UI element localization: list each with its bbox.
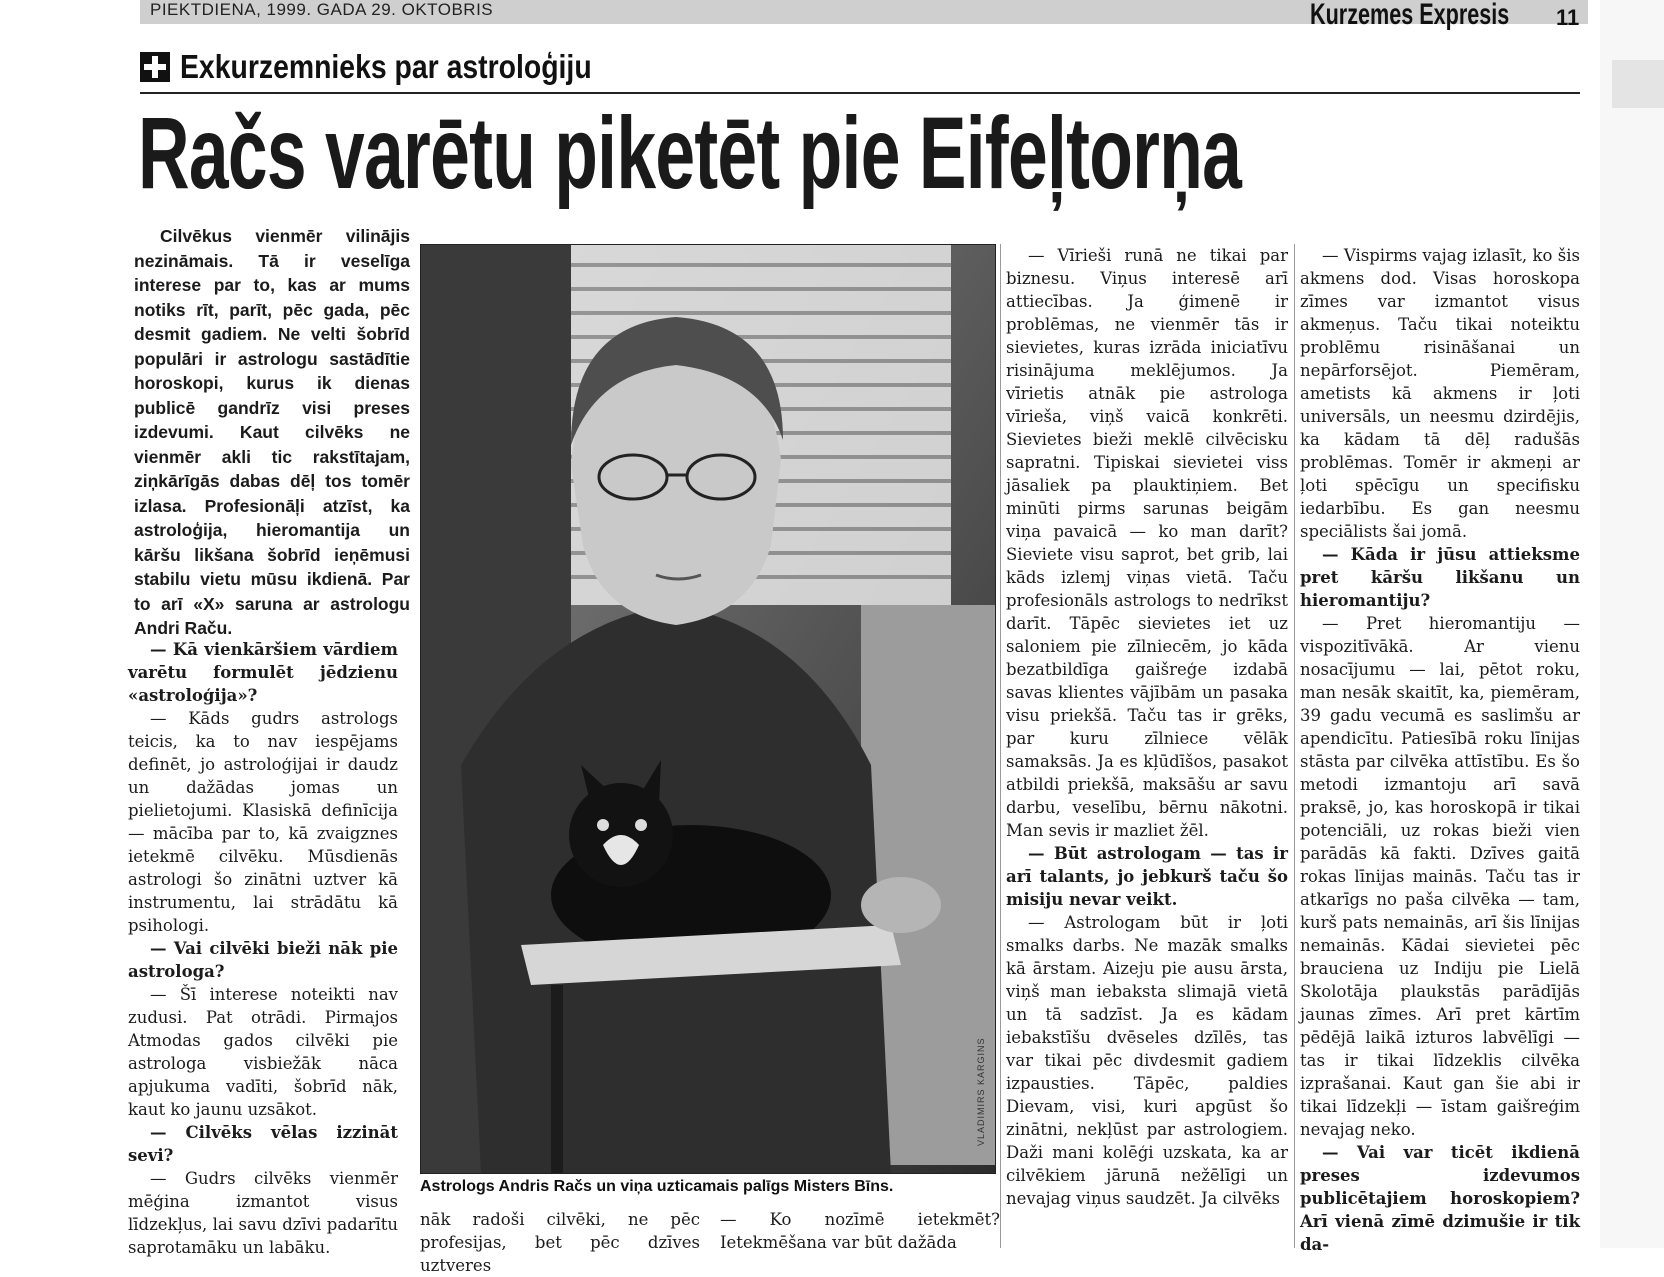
photo-credit: VLADIMIRS KARGINS xyxy=(976,1037,986,1146)
next-page-edge xyxy=(1600,0,1664,1248)
column-divider xyxy=(1000,244,1001,1248)
interview-answer: — Šī interese noteikti nav zudusi. Pat otrādi. Pirmajos Atmodas gados cilvēki pie astrologa visbiežāk nāca apjukuma vadīti, šobrīd nāk, kaut ko jaunu uzsākot. xyxy=(128,985,398,1119)
interview-question: — Kā vienkāršiem vārdiem varētu formulēt jēdzienu «astroloģija»? xyxy=(128,640,398,705)
interview-question: — Būt astrologam — tas ir arī talants, jo jebkurš taču šo misiju nevar veikt. xyxy=(1006,844,1288,909)
headline: Račs varētu piketēt pie Eifeļtorņa xyxy=(138,96,1242,210)
photo-caption: Astrologs Andris Račs un viņa uzticamais palīgs Misters Bīns. xyxy=(420,1178,894,1195)
interview-answer: — Pret hieromantiju — vispozitīvākā. Ar vienu nosacījumu — lai, pētot roku, man nesāk skaitīt, ka, piemēram, 39 gadu vecumā es saslimšu ar apendicītu. Patiesībā roku līnijas stāsta par cilvēka attīstību. Es šo metodi izmantoju arī savā praksē, jo, kas horoskopā ir tikai potenciāli, uz rokas bieži vien parādās kā fakti. Dzīves gaitā rokas līnijas mainās. Taču tas ir atkarīgs no paša cilvēka — tam, kurš pats nemainās, arī šis līnijas nemainās. Kādai sievietei pēc brauciena uz Indiju pie Lielā Skolotāja plaukstās parādījās jaunas zīmes. Arī pret kārtīm pēdējā laikā izturos labvēlīgi — tas ir tikai līdzeklis cilvēka izprašanai. Kaut gan šie abi ir tikai līdzekļi — īstam gaišreģim nevajag neko. xyxy=(1300,614,1580,1139)
article-column-4 xyxy=(1300,244,1580,1256)
interview-question: — Cilvēks vēlas izzināt sevi? xyxy=(128,1123,398,1165)
portrait-photo xyxy=(420,244,996,1174)
interview-answer: — Vīrieši runā ne tikai par biznesu. Viņus interesē arī attiecības. Ja ģimenē ir problēmas, ne vienmēr tās ir sievietes, kuras izrāda iniciatīvu risinājuma meklējumos. Ja vīrietis atnāk pie astrologa vīrieša, viņš vaicā konkrēti. Sievietes bieži meklē cilvēcisku sapratni. Tipiskai sievietei viss jāsaliek pa plauktiņiem. Bet minūti pirms sarunas beigām viņa pavaicā — ko man darīt? Sieviete visu saprot, bet grib, lai kāds izlemj viņas vietā. Taču profesionāls astrologs to nedrīkst darīt. Tāpēc sievietes iet uz saloniem pie zīlniecēm, jo kāda bezatbildīga gaišreģe izdabā savas klientes vājībām un pasaka visu priekšā. Taču tas ir grēks, par kuru zīlniece vēlāk samaksās. Ja es kļūdīšos, pasakot atbildi priekšā, maksāšu ar savu darbu, veselību, bērnu nākotni. Man sevis ir mazliet žēl. xyxy=(1006,246,1288,840)
cross-box-icon xyxy=(140,52,170,82)
article-column-3 xyxy=(1006,244,1288,1210)
interview-question: — Kāda ir jūsu attieksme pret kāršu likšanu un hieromantiju? xyxy=(1300,545,1580,610)
dateline: PIEKTDIENA, 1999. GADA 29. OKTOBRIS xyxy=(150,0,494,19)
interview-question: — Vai cilvēki bieži nāk pie astrologa? xyxy=(128,939,398,981)
photo-image xyxy=(421,245,995,1173)
interview-answer: — Gudrs cilvēks vienmēr mēģina izmantot visus līdzekļus, lai savu dzīvi padarītu saprotamāku un labāku. xyxy=(128,1169,398,1257)
lead-paragraph xyxy=(134,224,410,641)
article-column-1 xyxy=(128,638,398,1259)
below-photo-left: nāk radoši cilvēki, ne pēc profesijas, bet pēc dzīves uztveres xyxy=(420,1210,700,1275)
rubric xyxy=(140,48,659,86)
lead-text: Cilvēkus vienmēr vilinājis nezināmais. Tā ir veselīga interese par to, kas ar mums notiks rīt, parīt, pēc gada, pēc desmit gadiem. Ne velti šobrīd populāri ir astrologu sastādītie horoskopi, kurus ik dienas publicē gandrīz visi preses izdevumi. Kaut cilvēks ne vienmēr akli tic rakstītajam, ziņkārīgās dabas dēļ tos tomēr izlasa. Profesionāļi atzīst, ka astroloģija, hieromantija un kāršu likšana šobrīd ieņēmusi stabilu vietu mūsu ikdienā. Par to arī «X» saruna ar astrologu Andri Raču. xyxy=(134,226,410,638)
interview-answer: — Kāds gudrs astrologs teicis, ka to nav iespējams definēt, jo astroloģijai ir daudz un dažādas jomas un pielietojumi. Klasiskā definīcija — mācība par to, kā zvaigznes ietekmē cilvēku. Mūsdienās astrologi šo zinātni uztver kā instrumentu, lai strādātu kā psihologi. xyxy=(128,709,398,935)
below-photo-right: — Ko nozīmē ietekmēt? Ietekmēšana var būt dažāda xyxy=(720,1210,1000,1252)
interview-answer: — Astrologam būt ir ļoti smalks darbs. Ne mazāk smalks kā ārstam. Aizeju pie ausu ārsta, viņš man iebaksta slimajā vietā un tā sadzīst. Ja es kādam iebakstīšu dvēseles dzīlēs, tas var tikai pēc divdesmit gadiem izpausties. Tāpēc, paldies Dievam, visi, kuri apgūst šo zinātni, nekļūst par astrologiem. Daži mani kolēģi uzskata, ka ar cilvēkiem jārunā nežēlīgi un nevajag viņus saudzēt. Ja cilvēks xyxy=(1006,913,1288,1208)
interview-question: — Vai var ticēt ikdienā preses izdevumos publicētajiem horoskopiem? Arī vienā zīmē dzimušie ir tik da- xyxy=(1300,1143,1580,1254)
page-number: 11 xyxy=(1556,5,1580,30)
masthead: Kurzemes Expresis xyxy=(1310,0,1510,31)
column-divider xyxy=(1294,244,1295,1248)
interview-answer: — Vispirms vajag izlasīt, ko šis akmens dod. Visas horoskopa zīmes var izmantot visus akmeņus. Taču tikai noteiktu problēmu risināšanai un nepārforsējot. Piemēram, ametists kā akmens ir ļoti universāls, un neesmu dzirdējis, ka kādam tā dēļ radušās problēmas. Tomēr ir akmeņi ar ļoti spēcīgu un specifisku iedarbību. Es gan neesmu speciālists šai jomā. xyxy=(1300,246,1580,541)
next-page-box xyxy=(1612,60,1664,108)
rubric-title: Exkurzemnieks par astroloģiju xyxy=(180,48,592,85)
